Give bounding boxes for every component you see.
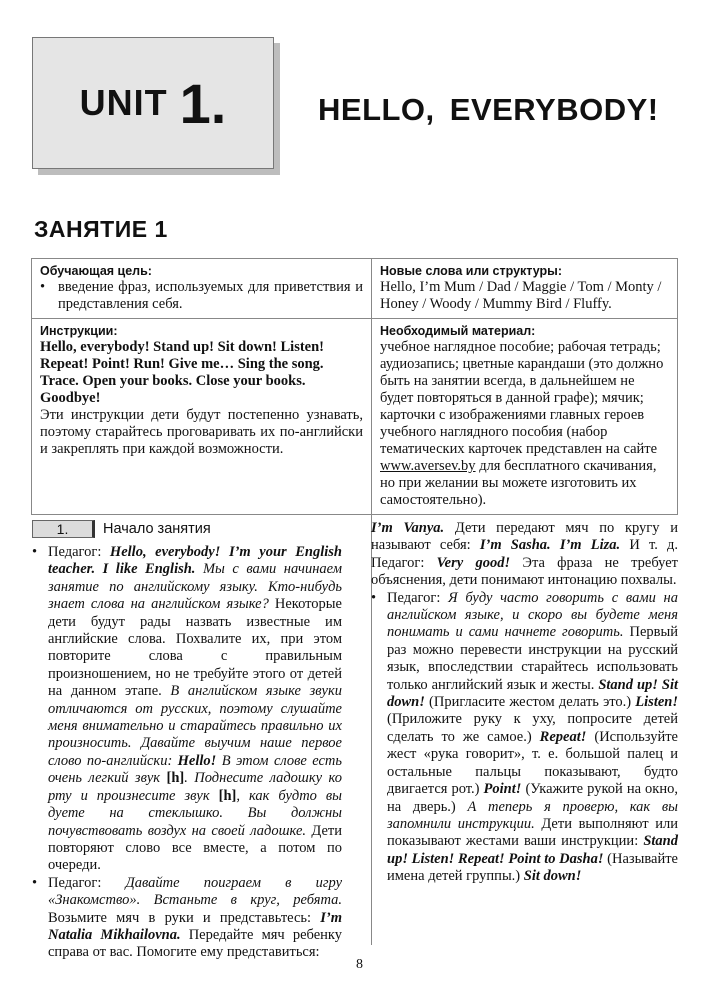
goal-cell	[32, 259, 372, 319]
note: И т. д. Педагог:	[371, 537, 678, 571]
teacher-speech: Давайте поиграем в игру «Знакомство». Встаньте в круг, ребята.	[48, 874, 343, 909]
speaker: Педагог:	[48, 544, 110, 560]
paragraph-text	[48, 875, 342, 962]
note: Эта фраза не требует объяснения, дети понимают интонацию похвалы.	[371, 554, 678, 589]
note: (Пригласите жестом делать это.)	[424, 694, 636, 711]
instructions-cell	[32, 319, 372, 515]
note: (Приложите руку к уху, попросите детей сделать то же самое.)	[387, 711, 678, 745]
page-number: 8	[356, 957, 363, 972]
materials-text-1: учебное наглядное пособие; рабочая тетрадь; аудиозапись; цветные карандаши (это должно быть на занятии всегда, в дальнейшем не будет повторяться в данной графе); мячик; карточки с изображениями главных героев учебного наглядного пособия (набор тематических карточек представлен на сайте	[380, 339, 664, 457]
bullet-icon: •	[40, 279, 46, 295]
speaker: Педагог:	[387, 589, 449, 606]
unit-box	[32, 37, 274, 169]
note: Передайте мяч ребенку справа от вас. Помогите ему представиться:	[48, 926, 342, 961]
website-link[interactable]: www.aversev.by	[380, 458, 476, 474]
phrase: Repeat!	[539, 728, 587, 745]
note: (Используйте жест «рука говорит», т. е. большой палец и остальные пальцы показывают, будто двигается рот.)	[387, 728, 678, 798]
note: Дети передают мяч по кругу и называют себя:	[371, 520, 678, 554]
teacher-speech: В английском языке звуки отличаются от русских, поэтому слушайте меня внимательно и старайтесь правильно их произносить. Давайте выучим наше первое слово по-английски:	[48, 683, 342, 769]
phrase: Listen!	[635, 694, 678, 711]
paragraph-game	[32, 875, 342, 962]
note: Некоторые дети будут рады назвать известные им английские слова. Похвалите их, при этом повторите слова с правильным произношением, но не требуйте этого от детей на данном этапе.	[48, 596, 342, 700]
goal-heading: Обучающая цель:	[40, 264, 152, 278]
phrase: I’m Vanya.	[371, 520, 445, 536]
paragraph-text	[387, 590, 678, 886]
materials-text-2: для бесплатного скачивания, но при желании вы можете изготовить их самостоятельно).	[380, 458, 657, 508]
paragraph-greeting	[32, 544, 342, 875]
paragraph-instructions	[371, 590, 678, 886]
sound: [h]	[218, 787, 237, 804]
phrase: Stand up! Sit down!	[387, 676, 678, 711]
section-heading	[32, 520, 342, 538]
unit-word: UNIT	[79, 82, 168, 123]
note: (Укажите рукой на окно, на дверь.)	[387, 781, 678, 815]
materials-cell	[372, 319, 678, 515]
speaker: Педагог:	[48, 874, 126, 891]
teacher-speech: Я буду часто говорить с вами на английском языке, и скоро вы будете меня понимать и сами начнете говорить.	[387, 589, 679, 641]
phrase: I’m Sasha. I’m Liza.	[479, 537, 621, 554]
section-number: 1.	[32, 520, 95, 538]
lesson-plan-table	[31, 258, 678, 515]
teacher-speech: . Поднесите ладошку ко рту и произнесите звук	[48, 770, 342, 804]
teacher-speech: В этом слове есть очень легкий звук	[48, 752, 342, 787]
goal-text: введение фраз, используемых для приветствия и представления себя.	[58, 279, 363, 312]
new-words-heading: Новые слова или структуры:	[380, 264, 562, 278]
unit-number: 1.	[179, 71, 227, 135]
materials-heading: Необходимый материал:	[380, 324, 536, 338]
teacher-speech: А теперь я проверю, как вы запомнили инструкции.	[387, 798, 678, 832]
new-words-text: Hello, I’m Mum / Dad / Maggie / Tom / Monty / Honey / Woody / Mummy Bird / Fluffy.	[380, 279, 662, 312]
phrase: Hello!	[177, 752, 217, 769]
lesson-title: ЗАНЯТИЕ 1	[34, 216, 168, 242]
phrase: I’m Natalia Mikhailovna.	[48, 909, 342, 943]
goal-item	[40, 279, 363, 313]
teacher-speech: Мы с вами начинаем занятие по английскому языку. Кто-нибудь знает слова на английском языке?	[48, 561, 342, 613]
note: Дети повторяют слово все вместе, а потом по очереди.	[48, 822, 342, 874]
phrase: Very good!	[436, 554, 511, 571]
phrase: Sit down!	[523, 868, 582, 885]
note: (Называйте имена детей группы.)	[387, 850, 678, 885]
left-column	[32, 520, 342, 962]
paragraph-text	[48, 544, 342, 875]
phrase: Stand up! Listen! Repeat! Point to Dasha!	[387, 833, 678, 867]
note: Первый раз можно перевести инструкции на русский язык, впоследствии старайтесь использовать только английский язык и жесты.	[387, 624, 678, 693]
phrase: Point!	[483, 781, 522, 798]
note: Возьмите мяч в руки и представьтесь:	[48, 909, 321, 926]
bullet-icon: •	[32, 544, 38, 560]
sound: [h]	[166, 770, 185, 787]
teacher-speech: , как будто вы дуете на стеклышко. Вы должны почувствовать воздух на своей ладошке.	[48, 787, 343, 839]
phrase: Hello, everybody! I’m your English teacher. I like English.	[48, 544, 342, 578]
materials-text	[380, 339, 669, 509]
right-column	[371, 520, 678, 886]
instructions-phrases: Hello, everybody! Stand up! Sit down! Listen! Repeat! Point! Run! Give me… Sing the song. Trace. Open your books. Close your books. Goodbye!	[40, 339, 324, 406]
new-words-cell	[372, 259, 678, 319]
bullet-icon: •	[32, 874, 38, 891]
instructions-heading: Инструкции:	[40, 324, 118, 338]
note: Дети выполняют или показывают жестами ваши инструкции:	[387, 815, 678, 850]
instructions-note: Эти инструкции дети будут постепенно узнавать, поэтому старайтесь проговаривать их по-английски и закреплять при каждой возможности.	[40, 407, 363, 457]
paragraph-game-continued	[371, 520, 678, 590]
bullet-icon: •	[371, 589, 377, 606]
unit-title: HELLO, EVERYBODY!	[318, 92, 659, 127]
section-title: Начало занятия	[103, 521, 211, 537]
